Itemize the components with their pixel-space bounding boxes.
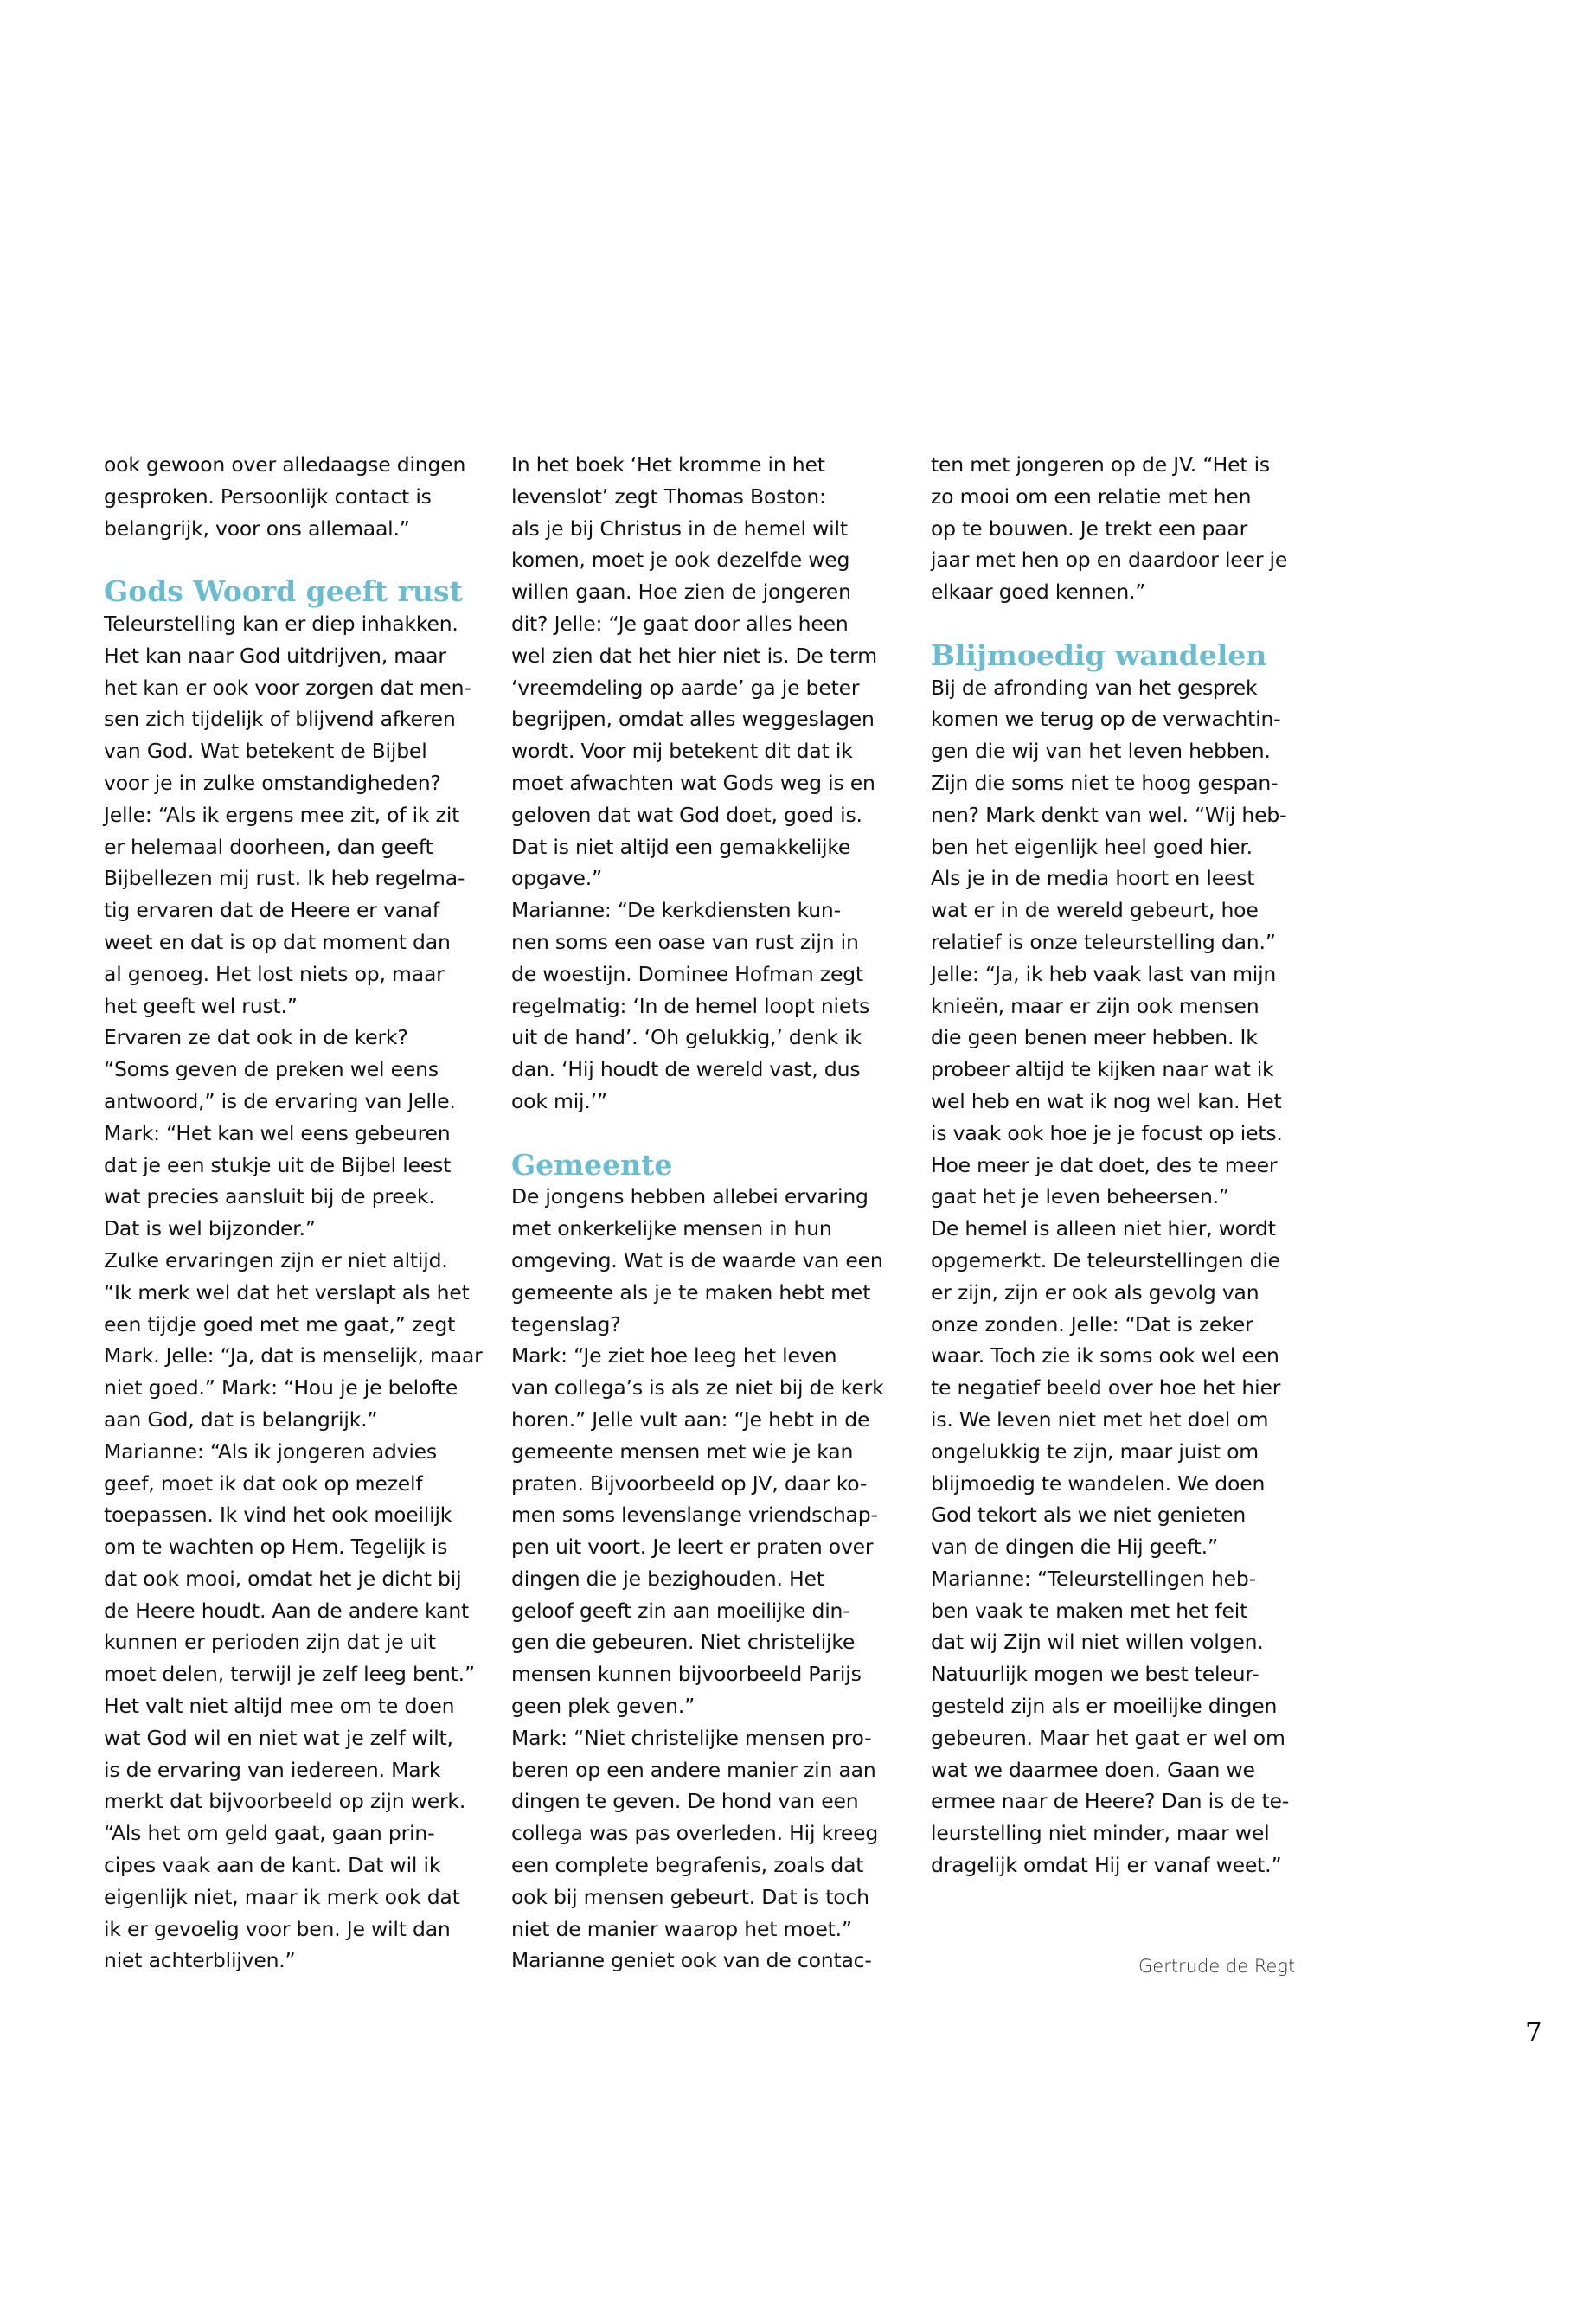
text-line: ook gewoon over alledaagse dingen <box>104 452 466 477</box>
text-line: wel heb en wat ik nog wel kan. Het <box>931 1088 1282 1113</box>
text-line: dan. ‘Hij houdt de wereld vast, dus <box>511 1057 861 1082</box>
text-line: tegenslag? <box>511 1311 621 1336</box>
text-line: ook mij.’” <box>511 1088 607 1113</box>
text-line: collega was pas overleden. Hij kreeg <box>511 1821 879 1846</box>
text-line: al genoeg. Het lost niets op, maar <box>104 961 445 986</box>
text-line: regelmatig: ‘In de hemel loopt niets <box>511 993 870 1018</box>
text-line: Het kan naar God uitdrijven, maar <box>104 643 446 668</box>
text-line: Jelle: “Als ik ergens mee zit, of ik zit <box>104 802 460 827</box>
text-line: wat God wil en niet wat je zelf wilt, <box>104 1725 453 1750</box>
text-line: moet afwachten wat Gods weg is en <box>511 770 875 795</box>
text-line: moet delen, terwijl je zelf leeg bent.” <box>104 1662 475 1687</box>
text-line: waar. Toch zie ik soms ook wel een <box>931 1343 1279 1368</box>
text-line: Mark: “Niet christelijke mensen pro- <box>511 1725 872 1750</box>
text-line: komen, moet je ook dezelfde weg <box>511 548 850 573</box>
text-line: praten. Bijvoorbeeld op JV, daar ko- <box>511 1471 868 1496</box>
text-line: gemeente als je te maken hebt met <box>511 1279 871 1304</box>
text-line: er helemaal doorheen, dan geeft <box>104 834 433 859</box>
text-line: “Als het om geld gaat, gaan prin- <box>104 1821 435 1846</box>
text-line: Hoe meer je dat doet, des te meer <box>931 1152 1278 1177</box>
article-column-2 <box>511 449 918 1977</box>
text-line: ten met jongeren op de JV. “Het is <box>931 452 1270 477</box>
text-line: aan God, dat is belangrijk.” <box>104 1407 378 1432</box>
section-heading: Blijmoedig wandelen <box>931 638 1267 672</box>
text-line: er zijn, zijn er ook als gevolg van <box>931 1279 1259 1304</box>
text-line: Ervaren ze dat ook in de kerk? <box>104 1025 408 1050</box>
text-line: Bijbellezen mij rust. Ik heb regelma- <box>104 866 465 891</box>
text-line: wat er in de wereld gebeurt, hoe <box>931 898 1259 923</box>
text-line: gen die gebeuren. Niet christelijke <box>511 1630 856 1655</box>
text-line: Dat is wel bijzonder.” <box>104 1216 316 1241</box>
text-line: toepassen. Ik vind het ook moeilijk <box>104 1503 452 1528</box>
text-line: willen gaan. Hoe zien de jongeren <box>511 580 851 605</box>
text-line: horen.” Jelle vult aan: “Je hebt in de <box>511 1407 870 1432</box>
text-line: probeer altijd te kijken naar wat ik <box>931 1057 1274 1082</box>
text-line: voor je in zulke omstandigheden? <box>104 770 441 795</box>
text-line: opgave.” <box>511 866 603 891</box>
text-line: dingen te geven. De hond van een <box>511 1789 859 1814</box>
text-line: beren op een andere manier zin aan <box>511 1757 876 1782</box>
article-column-3 <box>931 449 1337 1881</box>
text-line: om te wachten op Hem. Tegelijk is <box>104 1535 448 1560</box>
text-line: gebeuren. Maar het gaat er wel om <box>931 1725 1285 1750</box>
text-line: Als je in de media hoort en leest <box>931 866 1255 891</box>
text-line: gemeente mensen met wie je kan <box>511 1439 854 1464</box>
text-line: mensen kunnen bijvoorbeeld Parijs <box>511 1662 862 1687</box>
text-line: gesteld zijn als er moeilijke dingen <box>931 1694 1278 1719</box>
text-line: God tekort als we niet genieten <box>931 1503 1247 1528</box>
text-line: op te bouwen. Je trekt een paar <box>931 516 1248 541</box>
text-line: Marianne geniet ook van de contac- <box>511 1948 872 1973</box>
text-line: niet goed.” Mark: “Hou je je belofte <box>104 1375 458 1400</box>
text-line: ongelukkig te zijn, maar juist om <box>931 1439 1259 1464</box>
text-line: pen uit voort. Je leert er praten over <box>511 1535 874 1560</box>
text-line: ben het eigenlijk heel goed hier. <box>931 834 1253 859</box>
text-line: Jelle: “Ja, ik heb vaak last van mijn <box>931 961 1277 986</box>
text-line: ermee naar de Heere? Dan is de te- <box>931 1789 1290 1814</box>
text-line: elkaar goed kennen.” <box>931 580 1146 605</box>
text-line: is. We leven niet met het doel om <box>931 1407 1269 1432</box>
text-line: een tijdje goed met me gaat,” zegt <box>104 1311 456 1336</box>
text-line: als je bij Christus in de hemel wilt <box>511 516 848 541</box>
text-line: Marianne: “Als ik jongeren advies <box>104 1439 437 1464</box>
text-line: De hemel is alleen niet hier, wordt <box>931 1216 1276 1241</box>
text-line: dat wij Zijn wil niet willen volgen. <box>931 1630 1264 1655</box>
text-line: geef, moet ik dat ook op mezelf <box>104 1471 423 1496</box>
text-line: Zijn die soms niet te hoog gespan- <box>931 770 1279 795</box>
text-line: de Heere houdt. Aan de andere kant <box>104 1598 470 1623</box>
text-line: is vaak ook hoe je je focust op iets. <box>931 1120 1283 1145</box>
text-line: ook bij mensen gebeurt. Dat is toch <box>511 1884 869 1909</box>
text-line: wat precies aansluit bij de preek. <box>104 1184 435 1209</box>
text-line: merkt dat bijvoorbeeld op zijn werk. <box>104 1789 466 1814</box>
paragraph-spacer <box>104 544 510 576</box>
text-line: zo mooi om een relatie met hen <box>931 484 1252 509</box>
text-line: is de ervaring van iedereen. Mark <box>104 1757 441 1782</box>
text-line: van de dingen die Hij geeft.” <box>931 1535 1218 1560</box>
text-line: dingen die je bezighouden. Het <box>511 1566 824 1591</box>
text-line: kunnen er perioden zijn dat je uit <box>104 1630 436 1655</box>
text-line: dit? Jelle: “Je gaat door alles heen <box>511 611 849 636</box>
text-line: een complete begrafenis, zoals dat <box>511 1853 864 1878</box>
text-line: met onkerkelijke mensen in hun <box>511 1216 832 1241</box>
text-line: niet de manier waarop het moet.” <box>511 1916 852 1941</box>
text-line: Bij de afronding van het gesprek <box>931 675 1258 700</box>
text-line: wel zien dat het hier niet is. De term <box>511 643 877 668</box>
text-line: de woestijn. Dominee Hofman zegt <box>511 961 863 986</box>
text-line: Dat is niet altijd een gemakkelijke <box>511 834 851 859</box>
text-line: uit de hand’. ‘Oh gelukkig,’ denk ik <box>511 1025 862 1050</box>
author-byline: Gertrude de Regt <box>1138 1956 1296 1977</box>
text-line: van God. Wat betekent de Bijbel <box>104 739 427 764</box>
text-line: leurstelling niet minder, maar wel <box>931 1821 1270 1846</box>
section-heading: Gods Woord geeft rust <box>104 574 463 609</box>
text-line: van collega’s is als ze niet bij de kerk <box>511 1375 884 1400</box>
text-line: Marianne: “Teleurstellingen heb- <box>931 1566 1256 1591</box>
text-line: opgemerkt. De teleurstellingen die <box>931 1247 1280 1272</box>
section-heading: Gemeente <box>511 1147 673 1182</box>
text-line: eigenlijk niet, maar ik merk ook dat <box>104 1884 460 1909</box>
text-line: ‘vreemdeling op aarde’ ga je beter <box>511 675 860 700</box>
text-line: dragelijk omdat Hij er vanaf weet.” <box>931 1853 1282 1878</box>
text-line: ik er gevoelig voor ben. Je wilt dan <box>104 1916 451 1941</box>
text-line: nen? Mark denkt van wel. “Wij heb- <box>931 802 1287 827</box>
text-line: dat je een stukje uit de Bijbel leest <box>104 1152 452 1177</box>
text-line: antwoord,” is de ervaring van Jelle. <box>104 1088 456 1113</box>
text-line: gaat het je leven beheersen.” <box>931 1184 1229 1209</box>
text-line: geloven dat wat God doet, goed is. <box>511 802 862 827</box>
text-line: men soms levenslange vriendschap- <box>511 1503 878 1528</box>
text-line: gen die wij van het leven hebben. <box>931 739 1271 764</box>
text-line: blijmoedig te wandelen. We doen <box>931 1471 1266 1496</box>
text-line: De jongens hebben allebei ervaring <box>511 1184 869 1209</box>
text-line: tig ervaren dat de Heere er vanaf <box>104 898 439 923</box>
text-line: Mark: “Je ziet hoe leeg het leven <box>511 1343 837 1368</box>
text-line: cipes vaak aan de kant. Dat wil ik <box>104 1853 441 1878</box>
text-line: komen we terug op de verwachtin- <box>931 707 1281 732</box>
paragraph-spacer <box>931 608 1337 640</box>
text-line: knieën, maar er zijn ook mensen <box>931 993 1259 1018</box>
text-line: begrijpen, omdat alles weggeslagen <box>511 707 875 732</box>
paragraph-spacer <box>511 1118 918 1150</box>
text-line: Teleurstelling kan er diep inhakken. <box>104 611 458 636</box>
text-line: Marianne: “De kerkdiensten kun- <box>511 898 841 923</box>
text-line: Natuurlijk mogen we best teleur- <box>931 1662 1259 1687</box>
text-line: nen soms een oase van rust zijn in <box>511 929 859 954</box>
text-line: die geen benen meer hebben. Ik <box>931 1025 1258 1050</box>
text-line: wordt. Voor mij betekent dit dat ik <box>511 739 853 764</box>
text-line: het geeft wel rust.” <box>104 993 298 1018</box>
text-line: belangrijk, voor ons allemaal.” <box>104 516 410 541</box>
text-line: wat we daarmee doen. Gaan we <box>931 1757 1255 1782</box>
text-line: omgeving. Wat is de waarde van een <box>511 1247 883 1272</box>
text-line: Zulke ervaringen zijn er niet altijd. <box>104 1247 448 1272</box>
text-line: Mark. Jelle: “Ja, dat is menselijk, maar <box>104 1343 483 1368</box>
text-line: “Soms geven de preken wel eens <box>104 1057 439 1082</box>
text-line: relatief is onze teleurstelling dan.” <box>931 929 1276 954</box>
text-line: In het boek ‘Het kromme in het <box>511 452 825 477</box>
text-line: “Ik merk wel dat het verslapt als het <box>104 1279 470 1304</box>
text-line: het kan er ook voor zorgen dat men- <box>104 675 471 700</box>
text-line: geen plek geven.” <box>511 1694 695 1719</box>
article-column-1 <box>104 449 510 1977</box>
text-line: dat ook mooi, omdat het je dicht bij <box>104 1566 462 1591</box>
text-line: ben vaak te maken met het feit <box>931 1598 1248 1623</box>
text-line: jaar met hen op en daardoor leer je <box>931 548 1288 573</box>
text-line: onze zonden. Jelle: “Dat is zeker <box>931 1311 1253 1336</box>
text-line: Mark: “Het kan wel eens gebeuren <box>104 1120 451 1145</box>
text-line: Het valt niet altijd mee om te doen <box>104 1694 455 1719</box>
text-line: te negatief beeld over hoe het hier <box>931 1375 1281 1400</box>
text-line: levenslot’ zegt Thomas Boston: <box>511 484 826 509</box>
text-line: gesproken. Persoonlijk contact is <box>104 484 432 509</box>
page-number: 7 <box>1525 2017 1542 2048</box>
text-line: niet achterblijven.” <box>104 1948 296 1973</box>
text-line: geloof geeft zin aan moeilijke din- <box>511 1598 850 1623</box>
text-line: weet en dat is op dat moment dan <box>104 929 451 954</box>
text-line: sen zich tijdelijk of blijvend afkeren <box>104 707 456 732</box>
